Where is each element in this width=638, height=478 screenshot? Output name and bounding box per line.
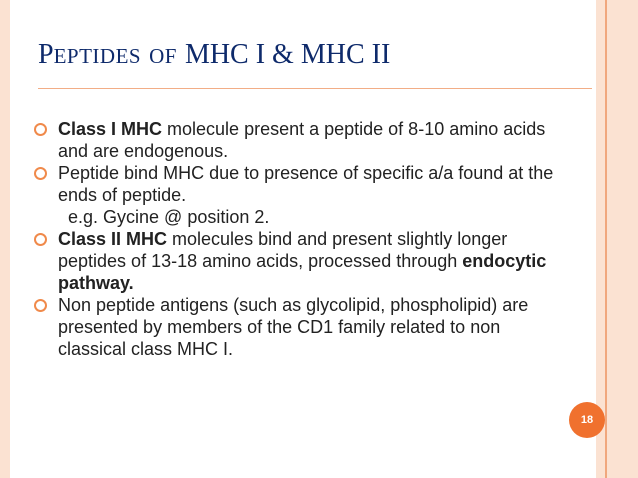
bullet-circle-icon [34,233,47,246]
title-underline [38,88,592,89]
bullet-circle-icon [34,123,47,136]
right-border [596,0,638,478]
bullet-text: Non peptide antigens (such as glycolipid, phospholipid) are presented by members of the CD1 family related to non classical class MHC I. [58,295,529,359]
bullet-circle-icon [34,299,47,312]
slide-title [38,36,390,69]
bullet-item [34,118,554,162]
bullet-bold-text: Class I MHC [58,119,163,139]
bullet-text: e.g. Gycine @ position 2. [68,207,270,227]
bullet-item [34,294,554,360]
sub-item [34,206,554,228]
bullet-text: Peptide bind MHC due to presence of specific a/a found at the ends of peptide. [58,163,554,205]
bullet-text: molecule present a peptide of 8-10 amino acids and are endogenous. [58,119,546,161]
page-number-badge: 18 [569,402,605,438]
title-smallcaps-2: OF [149,44,177,68]
bullet-bold-text: Class II MHC [58,229,168,249]
title-rest: MHC I & MHC II [184,39,391,70]
left-border [0,0,10,478]
bullet-item [34,162,554,206]
title-smallcaps-1: EPTIDES [53,44,142,68]
right-border-line [605,0,607,478]
bullet-circle-icon [34,167,47,180]
bullet-text: molecules bind and present slightly longer peptides of 13-18 amino acids, processed through [58,229,508,271]
bullet-bold-text: endocytic pathway. [58,251,547,293]
bullet-item [34,228,554,294]
bullet-list [34,118,554,360]
title-initial: P [38,39,54,70]
